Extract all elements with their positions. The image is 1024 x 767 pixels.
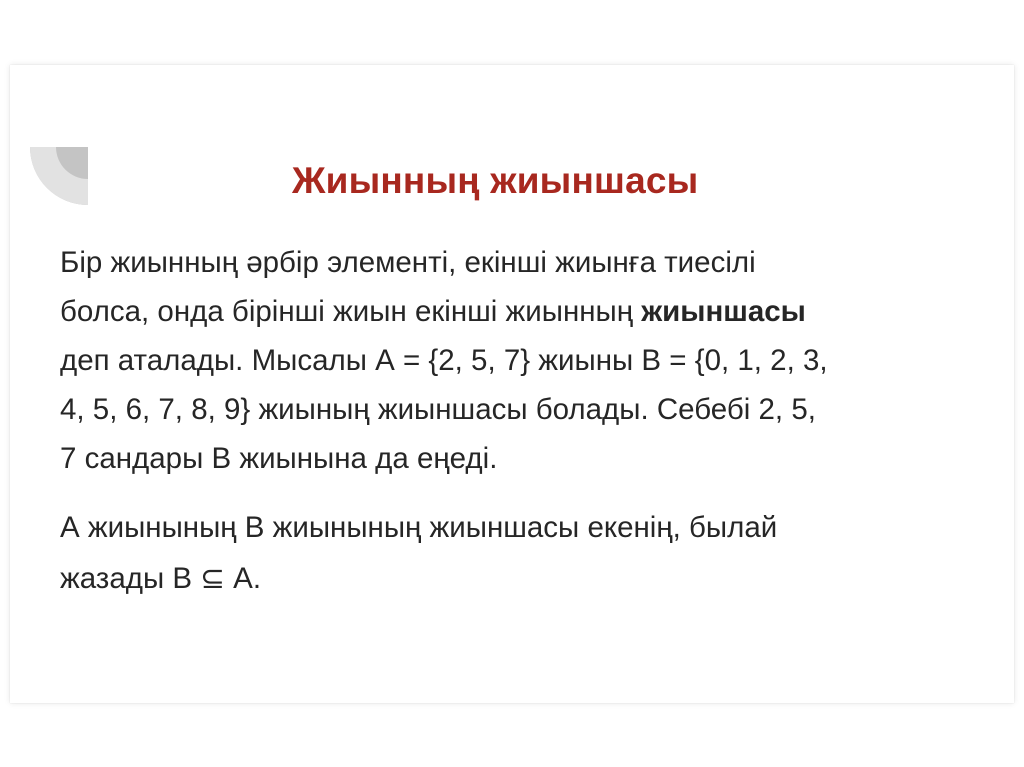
- paragraph-text: болса, онда бірінші жиын екінші жиынның: [60, 295, 642, 328]
- definition-paragraph: [60, 238, 980, 483]
- notation-paragraph: [60, 502, 980, 604]
- slide-title: Жиынның жиыншасы: [292, 160, 699, 201]
- paragraph-line: [60, 287, 980, 336]
- bold-term: жиыншасы: [641, 295, 806, 328]
- paragraph-line: деп аталады. Мысалы А = {2, 5, 7} жиыны В = {0, 1, 2, 3,: [60, 344, 828, 377]
- corner-decoration-icon: [30, 147, 88, 205]
- paragraph-line: жазады В ⊆ А.: [60, 562, 262, 595]
- paragraph-line: 7 сандары В жиынына да еңеді.: [60, 442, 498, 475]
- paragraph-line: А жиынының В жиынының жиыншасы екенің, былай: [60, 511, 778, 544]
- paragraph-line: Бір жиынның әрбір элементі, екінші жиынға тиесілі: [60, 246, 756, 279]
- paragraph-line: 4, 5, 6, 7, 8, 9} жиының жиыншасы болады. Себебі 2, 5,: [60, 393, 816, 426]
